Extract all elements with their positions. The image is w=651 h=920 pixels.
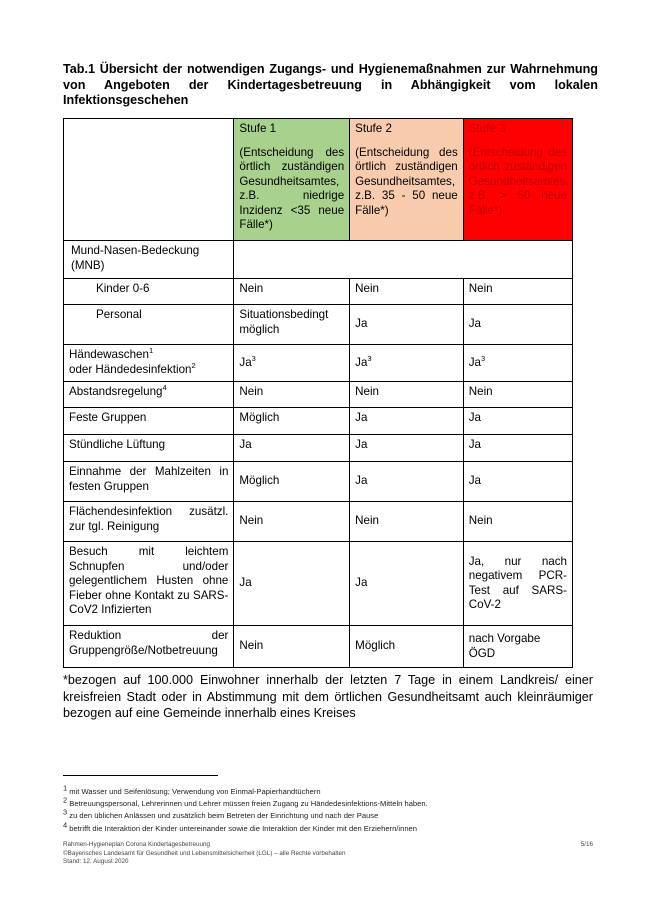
abstand-label: Abstandsregelung — [69, 385, 163, 398]
cell-mahlzeiten-s1: Möglich — [234, 462, 350, 502]
cell-reduktion-s2: Möglich — [350, 626, 464, 668]
table-header-row — [64, 119, 573, 241]
stufe-2-label: Stufe 2 — [355, 122, 392, 135]
stufe-3-header — [463, 119, 572, 241]
row-label-gruppen: Feste Gruppen — [64, 408, 234, 435]
cell-haende-s1 — [234, 345, 350, 382]
cell-haende-s3 — [463, 345, 572, 382]
cell-mahlzeiten-s3: Ja — [463, 462, 572, 502]
footnote-2-text: Betreuungspersonal, Lehrerinnen und Lehrer müssen freien Zugang zu Händedesinfektions-Mitteln haben. — [69, 799, 428, 809]
cell-abstand-s1: Nein — [234, 382, 350, 408]
cell-besuch-s1: Ja — [234, 542, 350, 626]
table-row-personal — [64, 305, 573, 345]
cell-haende-s1-text: Ja — [239, 355, 252, 369]
row-label-abstand — [64, 382, 234, 408]
row-label-mahlzeiten: Einnahme der Mahlzeiten in festen Gruppen — [64, 462, 234, 502]
cell-gruppen-s3: Ja — [463, 408, 572, 435]
page-footer — [63, 841, 593, 867]
footnote-2-number: 2 — [63, 795, 68, 805]
footnote-ref-3: 3 — [367, 353, 372, 363]
table-row-flaechen — [64, 502, 573, 542]
footnote-ref-4: 4 — [162, 383, 167, 393]
row-label-personal: Personal — [64, 305, 234, 345]
table-row-gruppen — [64, 408, 573, 435]
footnote-4-text: betrifft die Interaktion der Kinder untereinander sowie die Interaktion der Kinder mit den Erziehern/innen — [69, 823, 417, 833]
footnote-2 — [63, 795, 593, 810]
cell-reduktion-s3: nach Vorgabe ÖGD — [463, 626, 572, 668]
mnb-empty-cell — [234, 241, 573, 279]
measures-table — [63, 118, 573, 668]
footnote-3-text: zu den üblichen Anlässen und zusätzlich beim Betreten der Einrichtung und nach der Pause — [69, 811, 379, 821]
cell-besuch-s2: Ja — [350, 542, 464, 626]
footnote-1-number: 1 — [63, 783, 68, 793]
footnote-ref-3: 3 — [481, 353, 486, 363]
stufe-1-label: Stufe 1 — [239, 122, 277, 135]
row-label-reduktion: Reduktion der Gruppengröße/Notbetreuung — [64, 626, 234, 668]
table-row-reduktion — [64, 626, 573, 668]
row-label-lueftung: Stündliche Lüftung — [64, 435, 234, 462]
table-row-haende — [64, 345, 573, 382]
cell-personal-s2: Ja — [350, 305, 464, 345]
table-row-besuch — [64, 542, 573, 626]
stufe-2-header — [350, 119, 464, 241]
footnote-divider — [63, 775, 218, 776]
footer-line-3: Stand: 12. August 2020 — [63, 858, 129, 866]
cell-flaechen-s3: Nein — [463, 502, 572, 542]
cell-kinder-s3: Nein — [463, 279, 572, 305]
cell-haende-s3-text: Ja — [468, 355, 481, 369]
incidence-note: *bezogen auf 100.000 Einwohner innerhalb der letzten 7 Tage in einem Landkreis/ einer kreisfreien Stadt oder in Abstimmung mit dem örtlichen Gesundheitsamt auch kleinräumiger bezogen auf eine Gemeinde innerhalb eines Kreises — [63, 673, 593, 720]
cell-flaechen-s1: Nein — [234, 502, 350, 542]
stufe-1-description: (Entscheidung des örtlich zuständigen Gesundheitsamtes, z.B. niedrige Inzidenz <35 neue Fälle*) — [239, 145, 345, 231]
cell-haende-s2-text: Ja — [355, 355, 368, 369]
cell-flaechen-s2: Nein — [350, 502, 464, 542]
cell-gruppen-s2: Ja — [350, 408, 464, 435]
footnote-ref-1: 1 — [148, 346, 154, 356]
footer-line-2: ©Bayerisches Landesamt für Gesundheit und Lebensmittelsicherheit (LGL) – alle Rechte vorbehalten — [63, 849, 346, 857]
footnote-ref-3: 3 — [251, 353, 256, 363]
cell-lueftung-s1: Ja — [234, 435, 350, 462]
haende-label-2: oder Händedesinfektion — [69, 362, 192, 376]
cell-personal-s1: Situationsbedingt möglich — [234, 305, 350, 345]
footnote-ref-2: 2 — [191, 360, 196, 370]
row-label-flaechen: Flächendesinfektion zusätzl. zur tgl. Reinigung — [64, 502, 234, 542]
table-row-kinder — [64, 279, 573, 305]
row-label-haende — [64, 345, 234, 382]
footnote-3 — [63, 807, 593, 822]
table-row-lueftung — [64, 435, 573, 462]
table-row-abstand — [64, 382, 573, 408]
page-number: 5/16 — [580, 841, 593, 848]
footnote-3-number: 3 — [63, 807, 68, 817]
footnotes — [63, 783, 593, 835]
row-label-besuch: Besuch mit leichtem Schnupfen und/oder gelegentlichem Husten ohne Fieber ohne Kontakt zu SARS-CoV2 Infizierten — [64, 542, 234, 626]
table-caption: Tab.1 Übersicht der notwendigen Zugangs- und Hygienemaßnahmen zur Wahrnehmung von Angeboten der Kindertagesbetreuung in Abhängigkeit vom lokalen Infektionsgeschehen — [63, 62, 598, 107]
cell-reduktion-s1: Nein — [234, 626, 350, 668]
cell-abstand-s3: Nein — [463, 382, 572, 408]
footnote-4-number: 4 — [63, 820, 68, 830]
table-row-mnb — [64, 241, 573, 279]
stufe-2-description: (Entscheidung des örtlich zuständigen Gesundheitsamtes, z.B. 35 - 50 neue Fälle*) — [355, 145, 458, 217]
cell-gruppen-s1: Möglich — [234, 408, 350, 435]
cell-personal-s3: Ja — [463, 305, 572, 345]
cell-abstand-s2: Nein — [350, 382, 464, 408]
cell-haende-s2 — [350, 345, 464, 382]
row-label-kinder: Kinder 0-6 — [64, 279, 234, 305]
row-label-mnb: Mund-Nasen-Bedeckung (MNB) — [64, 241, 234, 279]
header-empty-cell — [64, 119, 234, 241]
table-row-mahlzeiten — [64, 462, 573, 502]
cell-lueftung-s3: Ja — [463, 435, 572, 462]
cell-kinder-s2: Nein — [350, 279, 464, 305]
cell-kinder-s1: Nein — [234, 279, 350, 305]
footer-line-1: Rahmen-Hygieneplan Corona Kindertagesbetreuung — [63, 841, 211, 848]
stufe-1-header — [234, 119, 350, 241]
stufe-3-label: Stufe 3 — [468, 122, 506, 135]
cell-mahlzeiten-s2: Ja — [350, 462, 464, 502]
footnote-1 — [63, 783, 593, 798]
stufe-3-description: (Entscheidung des örtlich zuständigen Gesundheitsamtes, z.B. > 50 neue Fälle*) — [468, 145, 569, 217]
cell-lueftung-s2: Ja — [350, 435, 464, 462]
footnote-1-text: mit Wasser und Seifenlösung; Verwendung von Einmal-Papierhandtüchern — [69, 787, 321, 796]
footnote-4 — [63, 820, 593, 835]
cell-besuch-s3: Ja, nur nach negativem PCR-Test auf SARS-CoV-2 — [463, 542, 572, 626]
haende-label-1: Händewaschen — [69, 348, 149, 361]
